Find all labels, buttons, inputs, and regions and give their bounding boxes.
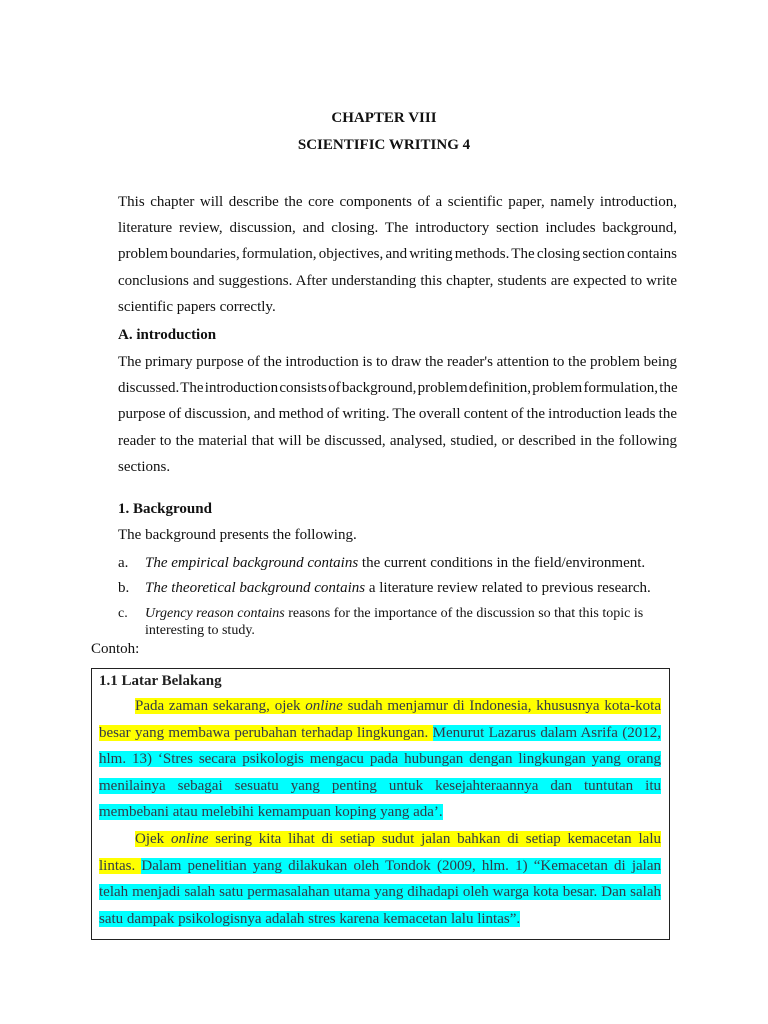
text-line-content xyxy=(99,804,443,820)
text-line-content xyxy=(135,831,661,847)
text-segment: reader to the material that will be discussed, analysed, studied, or described in the following xyxy=(118,432,677,449)
highlighted-text: menilainya sebagai sesuatu yang penting untuk kesejahteraannya dan tuntutan itu xyxy=(99,777,661,794)
list-item-text: the current conditions in the field/environment. xyxy=(358,555,646,571)
list-marker: b. xyxy=(118,580,130,596)
text-line-content xyxy=(99,884,661,900)
list-marker: c. xyxy=(118,606,128,621)
highlighted-text: Ojek xyxy=(135,831,171,847)
text-line-content xyxy=(118,433,677,449)
text-line xyxy=(118,272,677,290)
text-line xyxy=(99,857,661,875)
list-item-emphasis: Urgency reason contains xyxy=(145,606,285,621)
text-line xyxy=(118,219,677,237)
text-line-content xyxy=(118,273,677,289)
highlighted-text: satu dampak psikologisnya adalah stres karena kemacetan lalu lintas”. xyxy=(99,910,521,927)
text-line-content xyxy=(118,459,170,475)
text-line xyxy=(99,750,661,768)
highlighted-text: Pada zaman sekarang, ojek xyxy=(135,698,306,714)
text-segment: This chapter will describe the core components of a scientific paper, namely introduction, xyxy=(118,194,677,210)
text-line-content xyxy=(99,725,661,741)
highlighted-text: telah menjadi salah satu permasalahan utama yang dihadapi oleh warga kota besar. Dan salah xyxy=(99,884,661,901)
text-line-content xyxy=(99,778,661,794)
text-line xyxy=(118,353,677,371)
example-box xyxy=(91,668,670,940)
highlighted-text: Dalam penelitian yang dilakukan oleh Tondok (2009, hlm. 1) “Kemacetan di jalan xyxy=(141,857,661,874)
chapter-subtitle: SCIENTIFIC WRITING 4 xyxy=(297,137,471,153)
highlighted-text: membebani atau melebihi kemampuan koping yang ada’. xyxy=(99,804,443,821)
text-line xyxy=(118,458,677,476)
highlighted-text: besar yang membawa perubahan terhadap lingkungan. xyxy=(99,724,433,741)
text-segment: sections. xyxy=(118,458,171,475)
highlighted-text: hlm. 13) ‘Stres secara psikologis mengacu pada hubungan dengan lingkungan yang orang xyxy=(99,751,661,768)
text-line xyxy=(118,432,677,450)
text-line-content xyxy=(99,858,661,874)
text-segment: problem boundaries, formulation, objectives, and writing methods. The closing section contains xyxy=(118,246,677,263)
highlighted-text: online xyxy=(305,698,343,714)
text-line-content xyxy=(135,698,661,714)
text-segment: conclusions and suggestions. After understanding this chapter, students are expected to write xyxy=(118,272,677,289)
highlighted-text: Menurut Lazarus dalam Asrifa (2012, xyxy=(432,724,661,741)
section-a-heading: A. introduction xyxy=(118,327,217,343)
text-line-content xyxy=(118,380,678,396)
text-line xyxy=(99,724,661,742)
highlighted-text: sering kita lihat di setiap sudut jalan bahkan di setiap kemacetan lalu xyxy=(208,831,661,847)
highlighted-text: sudah menjamur di Indonesia, khususnya kota-kota xyxy=(342,698,661,714)
text-line xyxy=(99,803,661,821)
text-line xyxy=(118,298,677,316)
text-line-content xyxy=(118,194,677,210)
text-line-content xyxy=(118,299,276,315)
chapter-title: CHAPTER VIII xyxy=(331,110,437,126)
box-title: 1.1 Latar Belakang xyxy=(99,673,222,689)
text-line xyxy=(99,910,661,928)
list-item-text: a literature review related to previous research. xyxy=(365,580,651,596)
text-line-content xyxy=(118,246,677,262)
list-marker: a. xyxy=(118,555,129,571)
text-line xyxy=(99,830,661,848)
list-item-text: reasons for the importance of the discussion so that this topic is xyxy=(284,606,644,621)
example-label: Contoh: xyxy=(91,641,140,657)
text-line xyxy=(99,777,661,795)
text-line-content xyxy=(99,911,520,927)
text-line-content xyxy=(118,354,677,370)
text-segment: purpose of discussion, and method of writing. The overall content of the introduction leads the xyxy=(118,406,677,423)
list-item-emphasis: The theoretical background contains xyxy=(145,580,366,596)
section-1-heading: 1. Background xyxy=(118,501,212,517)
text-line xyxy=(118,405,677,423)
text-line xyxy=(118,245,677,263)
highlighted-text: online xyxy=(170,831,209,847)
list-item-emphasis: The empirical background contains xyxy=(145,555,359,571)
text-segment: literature review, discussion, and closing. The introductory section includes background, xyxy=(118,220,677,237)
highlighted-text: lintas. xyxy=(99,857,142,874)
text-segment: discussed. The introduction consists of background, problem definition, problem formulation, the xyxy=(118,380,678,397)
list-item-c-continued: interesting to study. xyxy=(145,623,255,638)
text-line-content xyxy=(118,406,677,422)
text-line-content xyxy=(118,220,677,236)
text-line xyxy=(118,193,677,211)
background-intro: The background presents the following. xyxy=(118,527,357,543)
text-segment: The primary purpose of the introduction is to draw the reader's attention to the problem being xyxy=(118,354,677,370)
list-item-c xyxy=(118,606,677,622)
text-line xyxy=(99,883,661,901)
list-item-a xyxy=(118,554,677,572)
text-line xyxy=(118,379,677,397)
text-segment: scientific papers correctly. xyxy=(118,298,276,315)
text-line xyxy=(99,697,661,715)
text-line-content xyxy=(99,751,661,767)
list-item-b xyxy=(118,579,677,597)
